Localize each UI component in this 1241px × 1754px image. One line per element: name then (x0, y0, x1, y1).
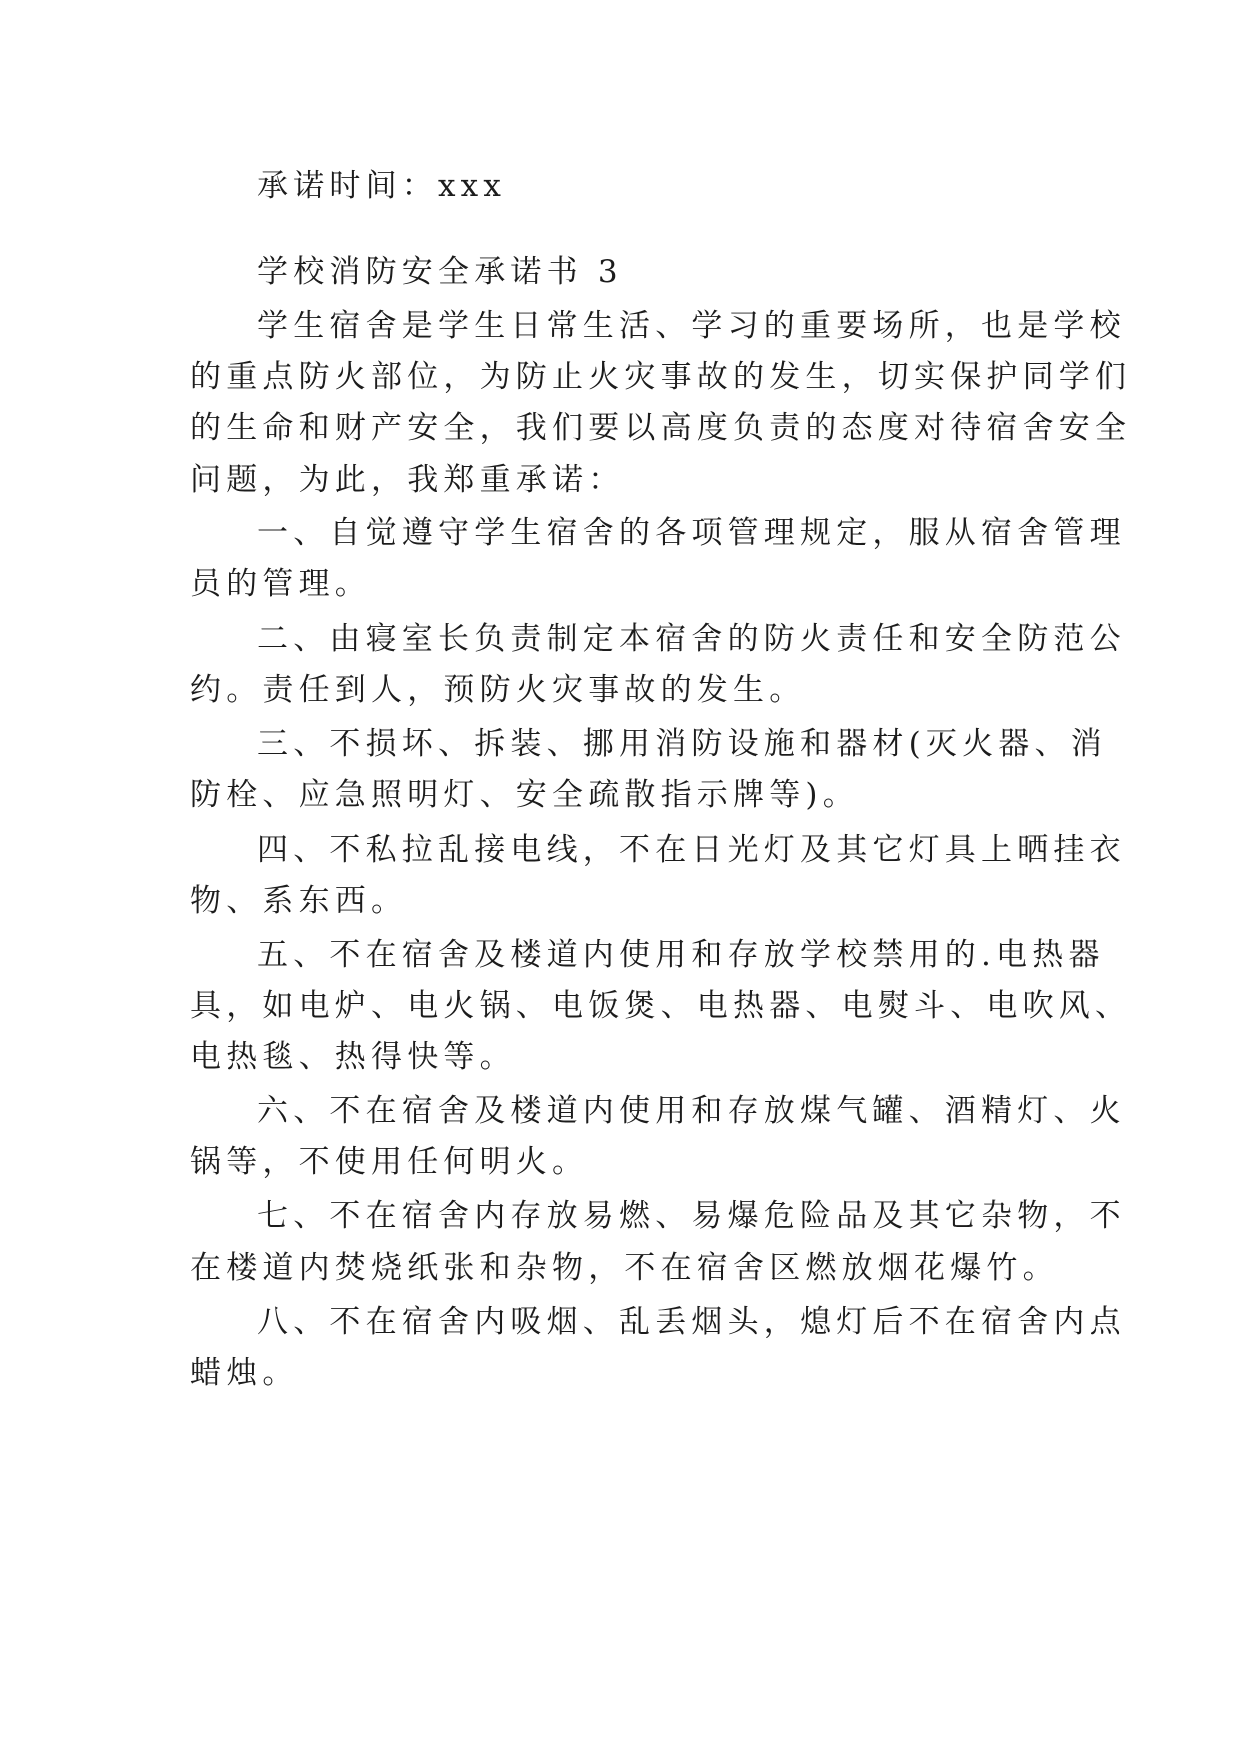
item-5-line: 具，如电炉、电火锅、电饭煲、电热器、电熨斗、电吹风、 (190, 988, 1132, 1024)
item-2-line: 二、由寝室长负责制定本宿舍的防火责任和安全防范公 (257, 621, 1126, 657)
item-4-line: 物、系东西。 (190, 883, 408, 919)
item-6-line: 六、不在宿舍及楼道内使用和存放煤气罐、酒精灯、火 (257, 1093, 1126, 1129)
commit-time: 承诺时间：xxx (257, 168, 507, 204)
section-title: 学校消防安全承诺书 3 (257, 254, 623, 290)
item-4-line: 四、不私拉乱接电线，不在日光灯及其它灯具上晒挂衣 (257, 832, 1126, 868)
item-3-line: 三、不损坏、拆装、挪用消防设施和器材(灭火器、消 (257, 726, 1107, 762)
item-7-line: 七、不在宿舍内存放易燃、易爆危险品及其它杂物，不 (257, 1198, 1126, 1234)
item-8-line: 八、不在宿舍内吸烟、乱丢烟头，熄灯后不在宿舍内点 (257, 1304, 1126, 1340)
item-5-line: 电热毯、热得快等。 (190, 1039, 516, 1075)
item-7-line: 在楼道内焚烧纸张和杂物，不在宿舍区燃放烟花爆竹。 (190, 1250, 1059, 1286)
intro-line: 的生命和财产安全，我们要以高度负责的态度对待宿舍安全 (190, 410, 1132, 446)
item-8-line: 蜡烛。 (190, 1355, 299, 1391)
item-1-line: 一、自觉遵守学生宿舍的各项管理规定，服从宿舍管理 (257, 515, 1126, 551)
intro-line: 问题，为此，我郑重承诺： (190, 462, 625, 498)
item-5-line: 五、不在宿舍及楼道内使用和存放学校禁用的.电热器 (257, 937, 1105, 973)
item-1-line: 员的管理。 (190, 566, 371, 602)
intro-line: 学生宿舍是学生日常生活、学习的重要场所，也是学校 (257, 308, 1126, 344)
item-2-line: 约。责任到人，预防火灾事故的发生。 (190, 672, 806, 708)
item-6-line: 锅等，不使用任何明火。 (190, 1144, 589, 1180)
intro-line: 的重点防火部位，为防止火灾事故的发生，切实保护同学们 (190, 359, 1132, 395)
item-3-line: 防栓、应急照明灯、安全疏散指示牌等)。 (190, 777, 859, 813)
